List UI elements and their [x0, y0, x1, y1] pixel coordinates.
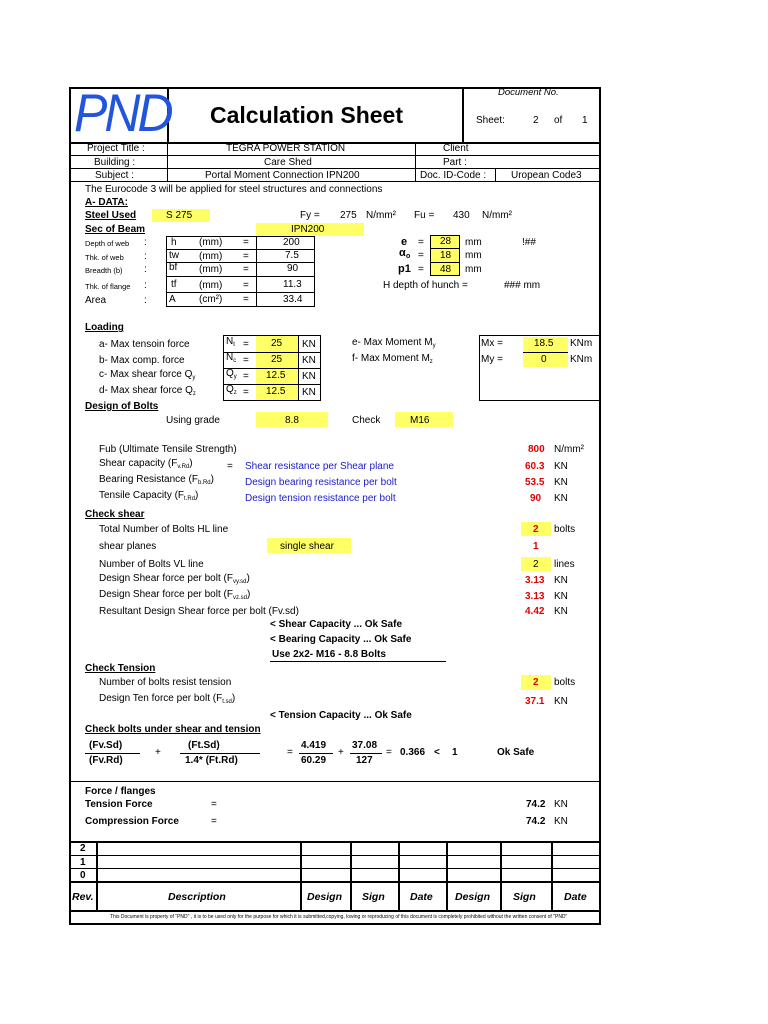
compression-force-eq: =: [211, 816, 217, 827]
project-title-value: TEGRA POWER STATION: [226, 143, 346, 154]
tension-ratio-numerator: 37.08: [352, 740, 378, 751]
tension-force-value: 74.2: [526, 799, 546, 810]
e-value: 28: [440, 236, 452, 247]
revision-row-2: 2: [80, 843, 86, 854]
resultant-shear-unit: KN: [554, 606, 568, 617]
design-shear-z-value: 3.13: [525, 591, 545, 602]
qy-value: 12.5: [266, 370, 286, 381]
limit-value: 1: [452, 747, 458, 758]
breadth-symbol: bf: [169, 262, 178, 273]
compression-force-label: Compression Force: [85, 816, 179, 827]
design-ten-text: Design Ten force per bolt (F: [99, 693, 223, 704]
fu-value: 430: [453, 210, 470, 221]
design-ten-unit: KN: [554, 696, 568, 707]
max-moment-y-text: e- Max Moment M: [352, 337, 433, 348]
breadth-value: 90: [287, 263, 299, 274]
shear-planes-label: shear planes: [99, 541, 157, 552]
depth-web-eq: =: [243, 237, 249, 248]
steel-used-label: Steel Used: [85, 210, 137, 221]
max-moment-z-text: f- Max Moment M: [352, 353, 430, 364]
depth-web-colon: :: [144, 237, 147, 248]
bolt-selection-status: Use 2x2- M16 - 8.8 Bolts: [272, 649, 386, 660]
fraction-bar-1: [85, 753, 140, 754]
design-shear-y-subscript: vy.sd: [232, 579, 247, 585]
p1-value: 48: [440, 264, 452, 275]
bearing-unit: KN: [554, 477, 568, 488]
info-col-divider-3: [495, 168, 496, 181]
hunch-value: ### mm: [504, 280, 541, 291]
shear-planes-value: 1: [533, 541, 539, 552]
total-bolts-value: 2: [533, 524, 539, 535]
qy-subscript: y: [233, 374, 237, 380]
subject-value: Portal Moment Connection IPN200: [205, 170, 360, 181]
footer-notice: This Document is property of "PND" , it is to be used only for the purpose for which it is submitted,copying, lowing or reproducing of this document is completely prohibited without the written consent of "PND": [110, 914, 568, 920]
tension-capacity-status: < Tension Capacity ... Ok Safe: [270, 710, 412, 721]
revision-col-7: [551, 841, 553, 911]
loading-rule-3: [223, 384, 321, 385]
bolts-resist-unit: bolts: [554, 677, 576, 688]
thk-flange-eq: =: [243, 280, 249, 291]
shear-ratio-numerator: 4.419: [301, 740, 327, 751]
fub-label: Fub (Ultimate Tensile Strength): [99, 444, 237, 455]
grade-value: 8.8: [285, 415, 299, 426]
e-error: !##: [522, 237, 536, 248]
e-eq: =: [418, 237, 424, 248]
tensile-capacity-label: Tensile Capacity $(F_{t.Rd})$: [99, 490, 199, 502]
page-title: Calculation Sheet: [210, 102, 403, 128]
tensile-capacity-desc: Design tension resistance per bolt: [245, 493, 396, 504]
combined-heading: Check bolts under shear and tension: [85, 724, 261, 735]
nc-symbol-text: N: [226, 352, 234, 363]
doc-id-label: Doc. ID-Code :: [420, 170, 487, 181]
data-heading: A- DATA:: [85, 197, 128, 208]
hunch-label: H depth of hunch =: [383, 280, 468, 291]
bolts-resist-value: 2: [533, 677, 539, 688]
bearing-label: Bearing Resistance $(F_{b.Rd})$: [99, 474, 214, 486]
geometry-rule-1: [430, 248, 460, 249]
fraction-bar-2: [180, 753, 260, 754]
design-shear-y-unit: KN: [554, 575, 568, 586]
e-unit: mm: [465, 237, 482, 248]
bearing-value: 53.5: [525, 477, 545, 488]
max-moment-y-label: [352, 337, 436, 349]
description-header: Description: [168, 891, 226, 903]
thk-flange-label: Thk. of flange: [85, 282, 131, 291]
shear-planes-type: single shear: [280, 541, 334, 552]
thk-web-colon: :: [144, 251, 147, 262]
intro-text: The Eurocode 3 will be applied for steel structures and connections: [85, 184, 383, 195]
design-shear-y-value: 3.13: [525, 575, 545, 586]
alpha-value: 18: [440, 250, 452, 261]
building-label: Building :: [94, 157, 136, 168]
revision-col-1: [96, 841, 98, 911]
tension-force-unit: KN: [554, 799, 568, 810]
geometry-rule-2: [430, 262, 460, 263]
vl-bolts-label: Number of Bolts VL line: [99, 559, 204, 570]
interaction-status: Ok Safe: [497, 747, 535, 758]
qy-unit: KN: [302, 371, 316, 382]
fy-label: Fy =: [300, 210, 320, 221]
design-shear-z-label: Design Shear force per bolt $(F_{vz.sd})$: [99, 589, 251, 601]
shear-capacity-unit: KN: [554, 461, 568, 472]
shear-capacity-desc: Shear resistance per Shear plane: [245, 461, 394, 472]
total-bolts-unit: bolts: [554, 524, 576, 535]
thk-web-unit: (mm): [199, 251, 223, 262]
less-than-sign: <: [434, 747, 440, 758]
bolts-heading: Design of Bolts: [85, 401, 159, 412]
thk-web-symbol: tw: [169, 250, 179, 261]
fu-unit: N/mm²: [482, 210, 512, 221]
qy-eq: =: [243, 371, 249, 382]
check-tension-heading: Check Tension: [85, 663, 156, 674]
max-moment-z-subscript: z: [429, 359, 433, 365]
my-unit: KNm: [570, 354, 593, 365]
interaction-result: 0.366: [400, 747, 426, 758]
nc-eq: =: [243, 355, 249, 366]
tensile-capacity-unit: KN: [554, 493, 568, 504]
building-value: Care Shed: [264, 157, 312, 168]
resultant-shear-value: 4.42: [525, 606, 545, 617]
sheet-number: 2: [533, 115, 539, 126]
compression-force-unit: KN: [554, 816, 568, 827]
thk-flange-value: 11.3: [283, 279, 302, 290]
nc-symbol: [226, 352, 236, 364]
nc-unit: KN: [302, 355, 316, 366]
total-bolts-label: Total Number of Bolts HL line: [99, 524, 229, 535]
section-rule-4: [166, 292, 315, 293]
bearing-capacity-status: < Bearing Capacity ... Ok Safe: [270, 634, 412, 645]
check-label: Check: [352, 415, 381, 426]
tensile-capacity-value: 90: [530, 493, 542, 504]
sheet-label: Sheet:: [476, 115, 505, 126]
vl-bolts-unit: lines: [554, 559, 575, 570]
revision-rule-2: [69, 868, 601, 869]
breadth-eq: =: [243, 264, 249, 275]
depth-web-unit: (mm): [199, 237, 223, 248]
sec-value: IPN200: [291, 224, 325, 235]
fraction-bar-3: [299, 753, 333, 754]
qz-value: 12.5: [266, 386, 286, 397]
revision-col-4: [398, 841, 400, 911]
nt-symbol-text: N: [226, 336, 234, 347]
ftrd-denominator: 1.4* (Ft.Rd): [185, 755, 238, 766]
qy-symbol: [226, 368, 237, 380]
nt-symbol: [226, 336, 235, 348]
info-col-divider-2: [415, 142, 416, 181]
nc-value: 25: [271, 354, 283, 365]
fvsd-numerator: (Fv.Sd): [89, 740, 123, 751]
fub-unit: N/mm²: [554, 444, 584, 455]
pnd-logo: PND: [74, 83, 171, 143]
project-title-label: Project Title :: [87, 143, 145, 154]
max-shear-z-label: [99, 385, 196, 397]
breadth-unit: (mm): [199, 264, 223, 275]
section-rule-3: [166, 276, 315, 277]
area-colon: :: [144, 295, 147, 306]
date-header-1: Date: [410, 891, 433, 903]
shear-capacity-label: Shear capacity $(F_{v.Rd})$: [99, 458, 193, 470]
area-eq: =: [243, 294, 249, 305]
shear-capacity-text: Shear capacity (F: [99, 458, 178, 469]
ftsd-numerator: (Ft.Sd): [188, 740, 220, 751]
loading-heading: Loading: [85, 322, 124, 333]
bolt-selection-rule: [270, 661, 446, 662]
depth-web-label: Depth of web: [85, 239, 130, 248]
tension-ratio-denominator: 127: [356, 755, 373, 766]
compression-force-value: 74.2: [526, 816, 546, 827]
thk-flange-symbol: tf: [171, 279, 177, 290]
nt-unit: KN: [302, 339, 316, 350]
design-shear-z-unit: KN: [554, 591, 568, 602]
max-tension-label: a- Max tensoin force: [99, 339, 190, 350]
check-value: M16: [410, 415, 430, 426]
bearing-subscript: b.Rd: [197, 480, 211, 486]
shear-capacity-eq: =: [227, 461, 233, 472]
mx-label: Mx =: [481, 338, 503, 349]
alpha-eq: =: [418, 250, 424, 261]
sheet-of-label: of: [554, 115, 563, 126]
max-shear-z-text: d- Max shear force Q: [99, 385, 193, 396]
alpha-unit: mm: [465, 250, 482, 261]
revision-col-3: [350, 841, 352, 911]
sheet-total: 1: [582, 115, 588, 126]
info-col-divider-1: [167, 142, 168, 181]
design-shear-y-label: Design Shear force per bolt $(F_{vy.sd})$: [99, 573, 250, 585]
thk-web-value: 7.5: [285, 250, 299, 261]
client-label: Client: [443, 143, 469, 154]
sec-beam-label: Sec of Beam: [85, 224, 146, 235]
e-label: e: [401, 236, 408, 248]
area-unit: (cm²): [199, 294, 223, 305]
p1-eq: =: [418, 264, 424, 275]
loading-rule-1: [223, 352, 321, 353]
shear-capacity-value: 60.3: [525, 461, 545, 472]
thk-web-label: Thk. of web: [85, 253, 124, 262]
equals-sign-1: =: [287, 747, 293, 758]
grade-label: Using grade: [166, 415, 220, 426]
max-comp-label: b- Max comp. force: [99, 355, 185, 366]
thk-web-eq: =: [243, 251, 249, 262]
revision-row-1: 1: [80, 857, 86, 868]
p1-unit: mm: [465, 264, 482, 275]
plus-sign-2: +: [338, 747, 344, 758]
revision-rule-bottom: [69, 910, 601, 912]
shear-ratio-denominator: 60.29: [301, 755, 327, 766]
qz-symbol-text: Q: [226, 384, 234, 395]
breadth-colon: :: [144, 264, 147, 275]
fraction-bar-4: [350, 753, 382, 754]
tension-force-label: Tension Force: [85, 799, 153, 810]
design-shear-z-subscript: vz.sd: [232, 595, 247, 601]
my-value: 0: [541, 354, 547, 365]
qz-symbol: [226, 384, 237, 396]
part-label: Part :: [443, 157, 467, 168]
breadth-label: Breadth (b): [85, 266, 123, 275]
thk-flange-colon: :: [144, 280, 147, 291]
flanges-heading: Force / flanges: [85, 786, 156, 797]
date-header-2: Date: [564, 891, 587, 903]
area-label: Area: [85, 295, 107, 306]
qz-subscript: z: [233, 390, 237, 396]
design-header-1: Design: [307, 891, 343, 903]
revision-rule-top: [69, 841, 601, 843]
section-table-divider: [256, 236, 257, 307]
max-moment-y-subscript: y: [432, 343, 436, 349]
my-label: My =: [481, 354, 503, 365]
thk-flange-unit: (mm): [199, 280, 223, 291]
mx-unit: KNm: [570, 338, 593, 349]
loading-rule-2: [223, 368, 321, 369]
vl-bolts-value: 2: [533, 559, 539, 570]
plus-sign-1: +: [155, 747, 161, 758]
fub-value: 800: [528, 444, 545, 455]
tension-force-eq: =: [211, 799, 217, 810]
depth-web-value: 200: [283, 237, 300, 248]
qz-unit: KN: [302, 387, 316, 398]
shear-capacity-subscript: v.Rd: [177, 464, 190, 470]
fy-value: 275: [340, 210, 357, 221]
subject-label: Subject :: [95, 170, 134, 181]
bearing-desc: Design bearing resistance per bolt: [245, 477, 397, 488]
fu-label: Fu =: [414, 210, 435, 221]
bearing-text: Bearing Resistance (F: [99, 474, 198, 485]
info-rule-2: [69, 168, 601, 169]
alpha-label: α: [399, 247, 406, 259]
design-header-2: Design: [455, 891, 491, 903]
qy-symbol-text: Q: [226, 368, 234, 379]
sign-header-1: Sign: [362, 891, 385, 903]
area-value: 33.4: [283, 294, 303, 305]
revision-col-5: [446, 841, 448, 911]
area-symbol: A: [169, 294, 176, 305]
mx-value: 18.5: [534, 338, 554, 349]
flanges-rule-top: [69, 781, 601, 782]
qz-eq: =: [243, 387, 249, 398]
revision-rule-3: [69, 881, 601, 883]
max-shear-y-subscript: y: [192, 375, 196, 381]
max-moment-z-label: [352, 353, 433, 365]
sign-header-2: Sign: [513, 891, 536, 903]
bolts-resist-label: Number of bolts resist tension: [99, 677, 232, 688]
max-shear-z-subscript: z: [192, 391, 196, 397]
moments-rule: [523, 352, 568, 353]
shear-capacity-status: < Shear Capacity ... Ok Safe: [270, 619, 403, 630]
depth-web-symbol: h: [171, 237, 177, 248]
document-no-label: Document No.: [498, 87, 559, 98]
revision-col-6: [500, 841, 502, 911]
p1-label: p1: [398, 263, 411, 275]
max-shear-y-text: c- Max shear force Q: [99, 369, 193, 380]
info-rule-3: [69, 181, 601, 182]
header-divider-right: [462, 87, 464, 143]
doc-id-value: Uropean Code3: [511, 170, 582, 181]
nt-subscript: t: [233, 342, 235, 348]
design-ten-value: 37.1: [525, 696, 545, 707]
design-ten-subscript: t.sd: [222, 699, 232, 705]
tensile-capacity-text: Tensile Capacity (F: [99, 490, 185, 501]
fvrd-denominator: (Fv.Rd): [89, 755, 123, 766]
design-shear-z-text: Design Shear force per bolt (F: [99, 589, 233, 600]
nt-eq: =: [243, 339, 249, 350]
revision-rule-1: [69, 855, 601, 856]
fy-unit: N/mm²: [366, 210, 396, 221]
rev-header: Rev.: [72, 891, 94, 903]
tensile-capacity-subscript: t.Rd: [184, 496, 196, 502]
check-shear-heading: Check shear: [85, 509, 145, 520]
alpha-subscript: o: [406, 253, 411, 260]
info-rule-1: [69, 155, 601, 156]
nt-value: 25: [271, 338, 283, 349]
equals-sign-2: =: [386, 747, 392, 758]
resultant-shear-label: Resultant Design Shear force per bolt (Fv.sd): [99, 606, 299, 617]
revision-col-2: [300, 841, 302, 911]
max-shear-y-label: [99, 369, 195, 381]
design-shear-y-text: Design Shear force per bolt (F: [99, 573, 233, 584]
nc-subscript: c: [233, 358, 237, 364]
revision-row-0: 0: [80, 870, 86, 881]
design-ten-label: Design Ten force per bolt $(F_{t.sd})$: [99, 693, 236, 705]
steel-value: S 275: [166, 210, 193, 221]
